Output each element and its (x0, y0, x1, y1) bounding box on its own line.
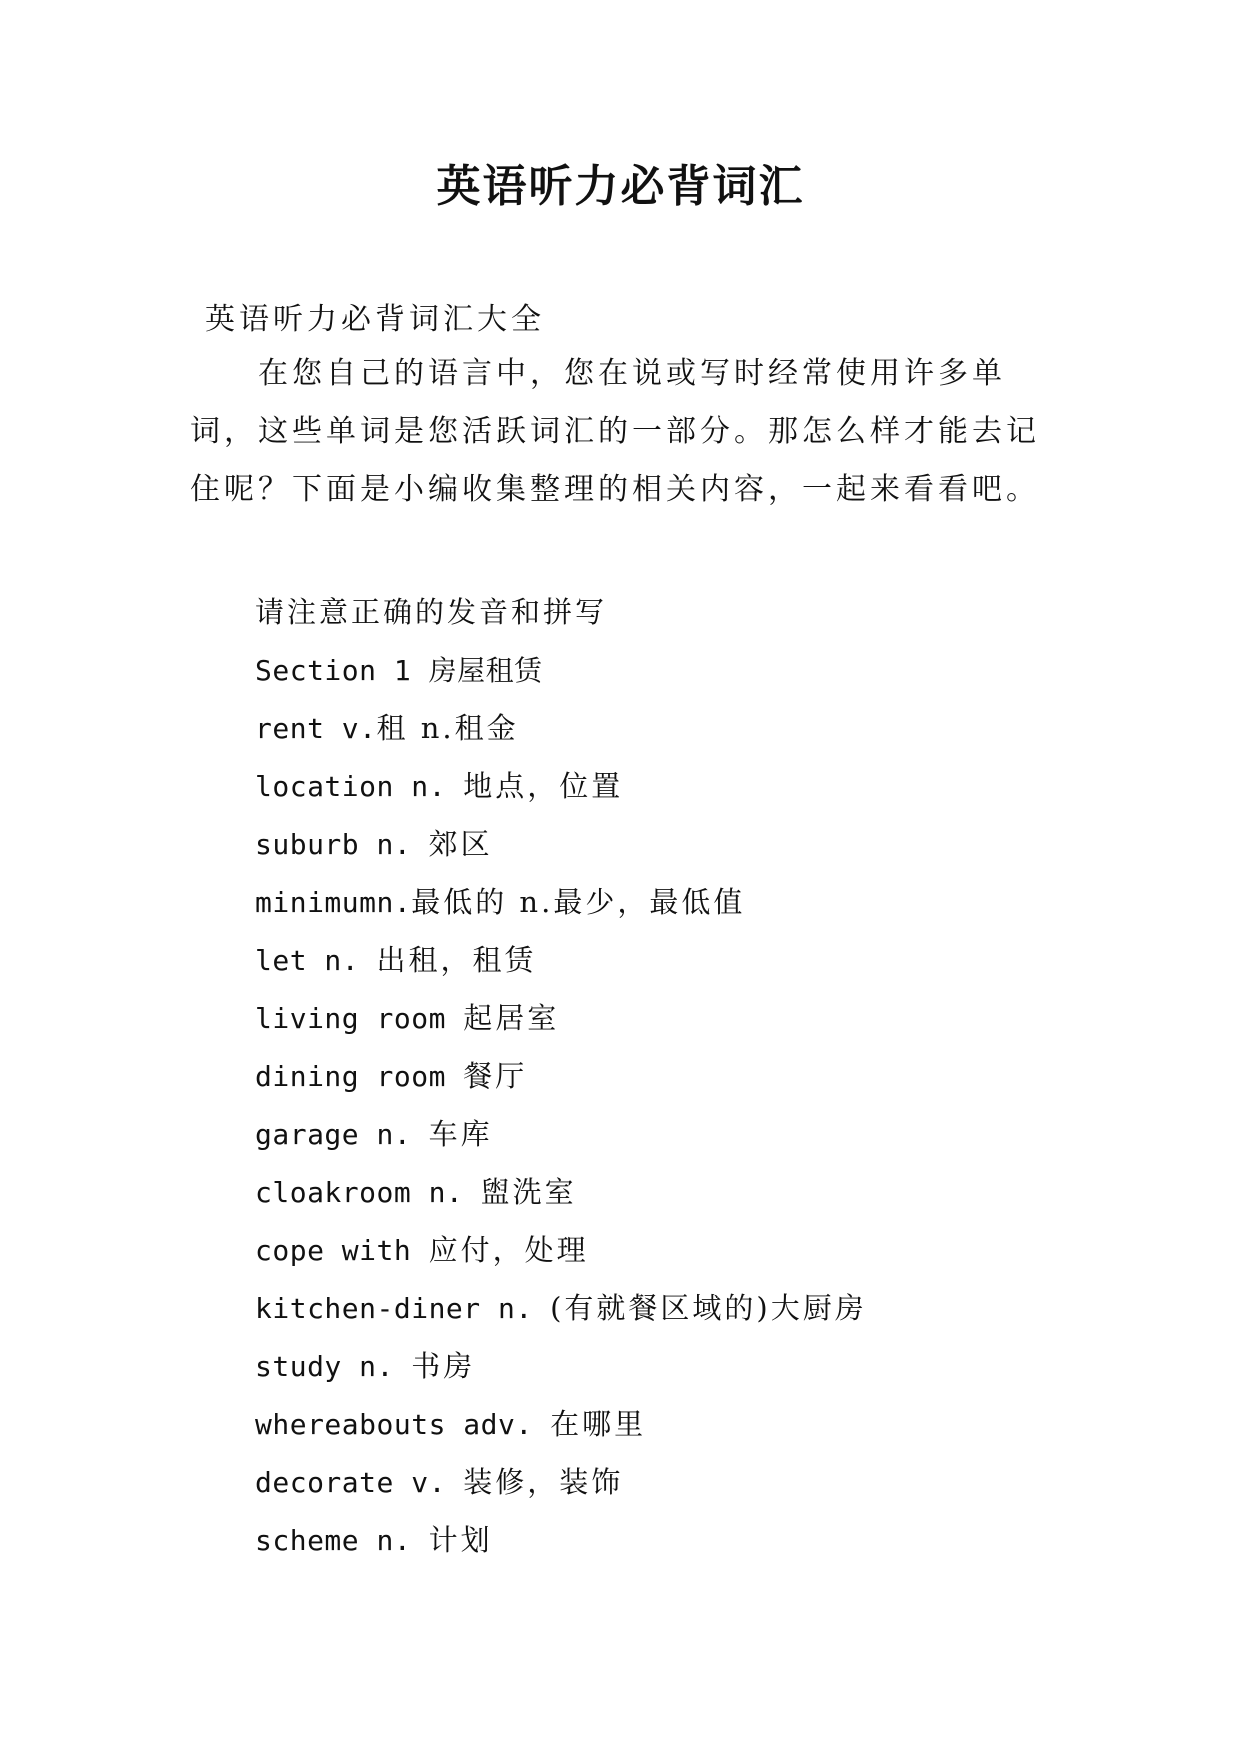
document-subtitle: 英语听力必背词汇大全 (205, 302, 545, 337)
vocab-item: minimumn.最低的 n.最少，最低值 (255, 885, 746, 919)
vocab-item: scheme n. 计划 (255, 1523, 493, 1557)
vocab-item: living room 起居室 (255, 1001, 560, 1035)
vocab-item: garage n. 车库 (255, 1117, 493, 1151)
vocab-item: cloakroom n. 盥洗室 (255, 1175, 577, 1209)
page-title: 英语听力必背词汇 (436, 161, 805, 212)
vocab-item: dining room 餐厅 (255, 1059, 528, 1093)
vocabulary-list (255, 583, 867, 1569)
vocab-item: decorate v. 装修，装饰 (255, 1465, 624, 1499)
section-heading: Section 1 房屋租赁 (255, 654, 543, 687)
vocab-item: cope with 应付，处理 (255, 1233, 589, 1267)
vocab-item: rent v.租 n.租金 (255, 711, 519, 745)
pronunciation-note: 请注意正确的发音和拼写 (255, 595, 608, 629)
intro-paragraph: 在您自己的语言中，您在说或写时经常使用许多单词，这些单词是您活跃词汇的一部分。那怎么样才能去记住呢？下面是小编收集整理的相关内容，一起来看看吧。 (190, 356, 1040, 507)
vocab-item: whereabouts adv. 在哪里 (255, 1407, 647, 1441)
vocab-item: kitchen-diner n. (有就餐区域的)大厨房 (255, 1291, 867, 1325)
vocab-item: location n. 地点，位置 (255, 769, 624, 803)
vocab-item: suburb n. 郊区 (255, 827, 493, 861)
vocab-item: study n. 书房 (255, 1349, 476, 1383)
vocab-item: let n. 出租，租赁 (255, 943, 537, 977)
